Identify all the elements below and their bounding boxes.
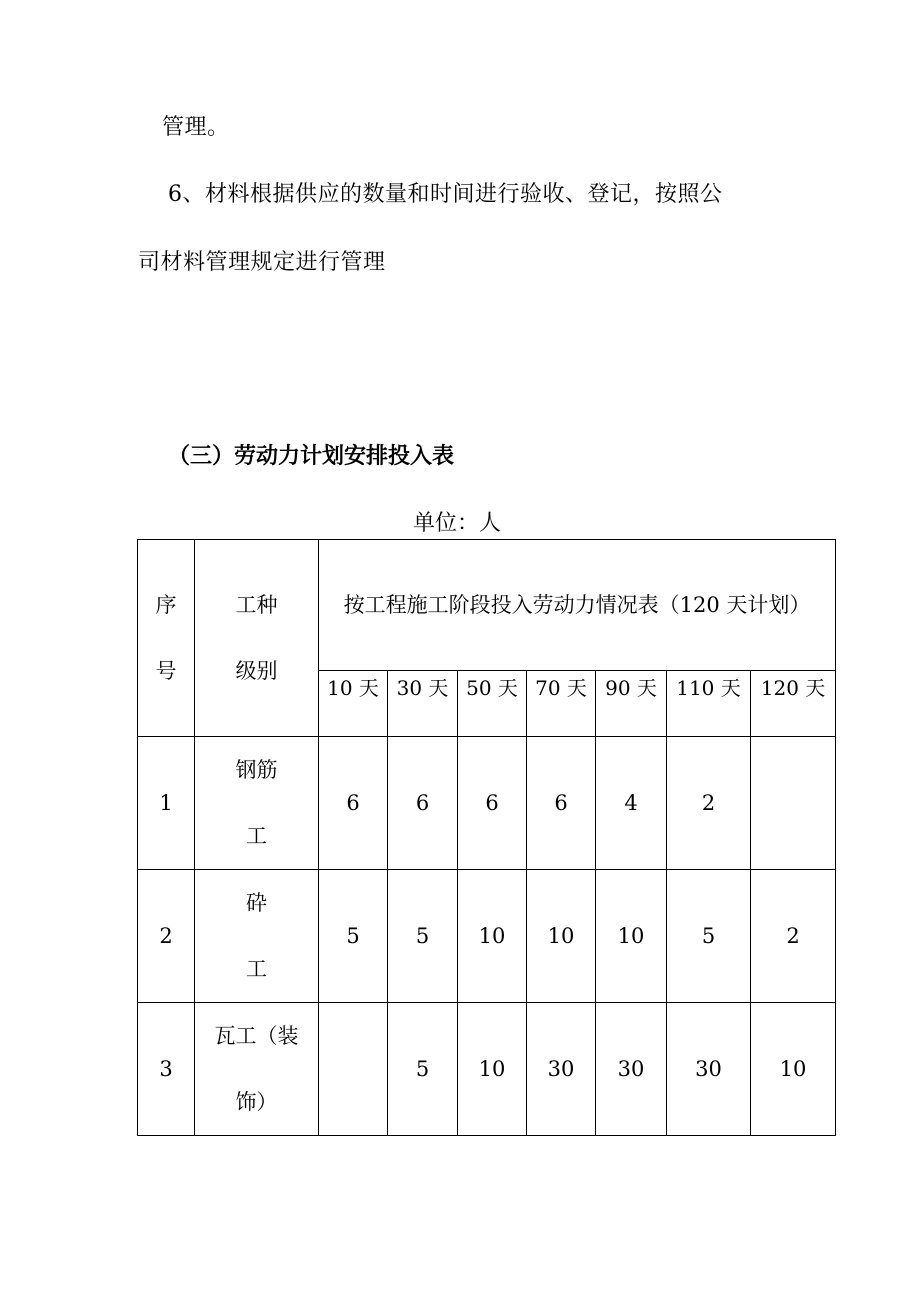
row-trade-line1: 钢筋 <box>235 758 278 782</box>
row-value-cell: 30 <box>667 1003 751 1136</box>
labor-plan-table <box>137 539 836 1136</box>
row-value-cell: 6 <box>527 737 596 870</box>
row-value-cell: 2 <box>667 737 751 870</box>
row-trade-line2: 工 <box>246 957 267 981</box>
header-group-title: 按工程施工阶段投入劳动力情况表（120 天计划） <box>319 540 836 671</box>
row-value-cell: 2 <box>751 870 836 1003</box>
row-value-cell: 5 <box>319 870 388 1003</box>
paragraph-line-2: 6、材料根据供应的数量和时间进行验收、登记，按照公 <box>168 182 723 207</box>
row-trade-cell <box>195 737 319 870</box>
paragraph-line-3: 司材料管理规定进行管理 <box>138 250 386 275</box>
row-trade-line1: 瓦工（装 <box>214 1024 299 1048</box>
row-value-cell: 5 <box>388 870 458 1003</box>
row-trade-line2: 饰） <box>235 1090 278 1114</box>
row-trade-line1: 砕 <box>246 891 267 915</box>
table-row <box>138 1003 836 1136</box>
stage-header: 30 天 <box>388 671 458 737</box>
row-value-cell: 6 <box>319 737 388 870</box>
row-value-cell: 4 <box>596 737 667 870</box>
row-value-cell: 10 <box>751 1003 836 1136</box>
table-header-row <box>138 540 836 671</box>
row-trade-line2: 工 <box>246 824 267 848</box>
paragraph-line-1: 管理。 <box>162 115 230 140</box>
row-value-cell: 30 <box>527 1003 596 1136</box>
header-seq-line1: 序 <box>155 593 177 617</box>
table-row <box>138 737 836 870</box>
row-seq-cell: 2 <box>138 870 195 1003</box>
section-heading: （三）劳动力计划安排投入表 <box>168 444 455 469</box>
row-value-cell: 6 <box>458 737 527 870</box>
header-trade-line2: 级别 <box>235 659 278 683</box>
header-seq-line2: 号 <box>155 659 177 683</box>
stage-header: 50 天 <box>458 671 527 737</box>
row-trade-cell <box>195 870 319 1003</box>
header-trade-line1: 工种 <box>235 593 278 617</box>
row-value-cell: 10 <box>527 870 596 1003</box>
row-value-cell: 6 <box>388 737 458 870</box>
stage-header: 120 天 <box>751 671 836 737</box>
row-value-cell: 5 <box>667 870 751 1003</box>
row-seq-cell: 1 <box>138 737 195 870</box>
stage-header: 90 天 <box>596 671 667 737</box>
row-value-cell <box>319 1003 388 1136</box>
stage-header: 110 天 <box>667 671 751 737</box>
header-seq-cell <box>138 540 195 737</box>
row-trade-cell <box>195 1003 319 1136</box>
row-value-cell <box>751 737 836 870</box>
stage-header: 70 天 <box>527 671 596 737</box>
row-seq-cell: 3 <box>138 1003 195 1136</box>
stage-header: 10 天 <box>319 671 388 737</box>
row-value-cell: 5 <box>388 1003 458 1136</box>
header-trade-cell <box>195 540 319 737</box>
table-row <box>138 870 836 1003</box>
row-value-cell: 10 <box>458 1003 527 1136</box>
unit-label: 单位：人 <box>413 511 502 536</box>
row-value-cell: 10 <box>458 870 527 1003</box>
row-value-cell: 30 <box>596 1003 667 1136</box>
row-value-cell: 10 <box>596 870 667 1003</box>
